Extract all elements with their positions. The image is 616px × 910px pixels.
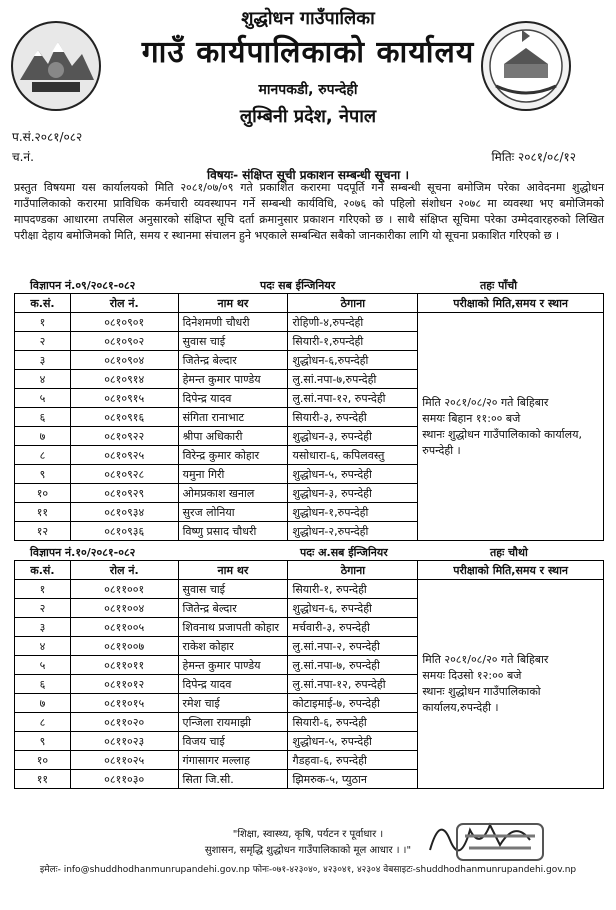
row-serial: ३: [15, 351, 71, 370]
row-name: विरेन्द्र कुमार कोहार: [178, 446, 288, 465]
row-serial: ४: [15, 637, 71, 656]
row-address: झिमरुक-५, प्युठान: [288, 770, 418, 789]
row-address: सियारी-३, रुपन्देही: [288, 408, 418, 427]
row-address: गैडहवा-६, रुपन्देही: [288, 751, 418, 770]
row-serial: २: [15, 332, 71, 351]
table-row: [15, 580, 604, 599]
row-serial: ११: [15, 770, 71, 789]
section1-notice-no: विज्ञापन नं.०९/२०८१-०८२: [30, 279, 136, 292]
row-name: एन्जिला रायमाझी: [178, 713, 288, 732]
row-name: गंगासागर मल्लाह: [178, 751, 288, 770]
row-serial: ६: [15, 675, 71, 694]
notice-subject: विषयः- संक्षिप्त सूची प्रकाशन सम्बन्धी सूचना ।: [206, 168, 410, 182]
row-roll: ०८११०२३: [70, 732, 178, 751]
row-serial: ४: [15, 370, 71, 389]
row-serial: ८: [15, 446, 71, 465]
row-address: यसोधारा-६, कपिलवस्तु: [288, 446, 418, 465]
row-address: सियारी-१,रुपन्देही: [288, 332, 418, 351]
row-name: हेमन्त कुमार पाण्डेय: [178, 370, 288, 389]
col-name: नाम थर: [178, 561, 288, 580]
col-name: नाम थर: [178, 294, 288, 313]
row-name: सुवास चाई: [178, 580, 288, 599]
col-roll: रोल नं.: [70, 294, 178, 313]
office-province: लुम्बिनी प्रदेश, नेपाल: [239, 106, 377, 127]
col-roll: रोल नं.: [70, 561, 178, 580]
row-serial: १: [15, 580, 71, 599]
row-serial: १०: [15, 751, 71, 770]
row-serial: ६: [15, 408, 71, 427]
section2-table: [14, 560, 604, 789]
row-roll: ०८१०९२९: [70, 484, 178, 503]
row-serial: ९: [15, 465, 71, 484]
footer-slogan-line2: सुशासन, समृद्धि शुद्धोधन गाउँपालिकाको मूल आधार । ।": [204, 845, 412, 856]
row-roll: ०८१०९१६: [70, 408, 178, 427]
contact-info: इमेलः- info@shuddhodhanmunrupandehi.gov.np फोनः-०७१-४२३०४०, ४२३०४१, ४२३०४ वेबसाइटः-shuddhodhanmunrupandehi.gov.np: [39, 865, 577, 875]
row-serial: १२: [15, 522, 71, 541]
row-roll: ०८१०९१४: [70, 370, 178, 389]
row-roll: ०८११०११: [70, 656, 178, 675]
row-roll: ०८१०९०२: [70, 332, 178, 351]
col-address: ठेगाना: [288, 561, 418, 580]
row-serial: ५: [15, 389, 71, 408]
row-name: राकेश कोहार: [178, 637, 288, 656]
col-serial: क.सं.: [15, 294, 71, 313]
row-name: दिपेन्द्र यादव: [178, 675, 288, 694]
row-address: लु.सां.नपा-१२, रुपन्देही: [288, 389, 418, 408]
row-address: लु.सां.नपा-७, रुपन्देही: [288, 656, 418, 675]
row-address: शुद्धोधन-३, रुपन्देही: [288, 427, 418, 446]
exam-schedule: मिति २०८१/०८/२० गते बिहिबार समयः बिहान ११:०० बजे स्थानः शुद्धोधन गाउँपालिकाको कार्यालय, रुपन्देही ।: [418, 313, 604, 541]
row-name: सुरज लोनिया: [178, 503, 288, 522]
row-name: शिवनाथ प्रजापती कोहार: [178, 618, 288, 637]
row-address: शुद्धोधन-३, रुपन्देही: [288, 484, 418, 503]
row-name: विजय चाई: [178, 732, 288, 751]
row-serial: ८: [15, 713, 71, 732]
row-roll: ०८१०९०१: [70, 313, 178, 332]
row-roll: ०८११०१५: [70, 694, 178, 713]
row-name: यमुना गिरी: [178, 465, 288, 484]
col-serial: क.सं.: [15, 561, 71, 580]
col-address: ठेगाना: [288, 294, 418, 313]
row-address: लु.सां.नपा-७,रुपन्देही: [288, 370, 418, 389]
row-address: मर्चवारी-३, रुपन्देही: [288, 618, 418, 637]
row-address: शुद्धोधन-२,रुपन्देही: [288, 522, 418, 541]
col-exam-info: परीक्षाको मिति,समय र स्थान: [418, 561, 604, 580]
row-name: हेमन्त कुमार पाण्डेय: [178, 656, 288, 675]
section2-post: पदः अ.सब ईन्जिनियर: [300, 546, 388, 559]
office-name-line2: गाउँ कार्यपालिकाको कार्यालय: [141, 35, 475, 70]
row-roll: ०८११००४: [70, 599, 178, 618]
row-serial: ७: [15, 694, 71, 713]
row-serial: ७: [15, 427, 71, 446]
row-address: लु.सां.नपा-१२, रुपन्देही: [288, 675, 418, 694]
row-name: जितेन्द्र बेल्दार: [178, 599, 288, 618]
notice-body: प्रस्तुत विषयमा यस कार्यालयको मिति २०८१/०७/०९ गते प्रकाशित करारमा पदपूर्ति गर्ने सम्बन्धी सूचना बमोजिम परेका आवेदनमा शुद्धोधन गाउँपालिकाको करारमा प्राविधिक कर्मचारी व्यवस्थापन गर्ने सम्बन्धी कार्यविधि, २०७६ को पहिलो संशोधन २०७८ मा व्यवस्था भए बमोजिमको मापदण्डका आधारमा तपसिल अनुसारको संक्षिप्त सूचि दर्ता क्रमानुसार प्रकाशन गरिएको छ । साथै संक्षिप्त सूचिमा परेका उम्मेदवारहरुको लिखित परीक्षा देहाय बमोजिमको मिति, समय र स्थानमा संचालन हुने भएकाले सम्बन्धित सबैको जानकारीका लागि यो सूचना प्रकाशित गरिएको छ ।: [14, 181, 604, 242]
dispatch-number: च.नं.: [12, 150, 34, 164]
row-roll: ०८११०१२: [70, 675, 178, 694]
row-name: विष्णु प्रसाद चौधरी: [178, 522, 288, 541]
row-address: कोटाइमाई-७, रुपन्देही: [288, 694, 418, 713]
section1-level: तहः पाँचौ: [480, 279, 518, 292]
row-name: जितेन्द्र बेल्दार: [178, 351, 288, 370]
footer-slogan-line1: "शिक्षा, स्वास्थ्य, कृषि, पर्यटन र पूर्वाधार ।: [232, 829, 384, 840]
exam-schedule: मिति २०८१/०८/२० गते बिहिबार समयः दिउसो १२:०० बजे स्थानः शुद्धोधन गाउँपालिकाको कार्यालय,रुपन्देही ।: [418, 580, 604, 789]
row-address: सियारी-६, रुपन्देही: [288, 713, 418, 732]
row-name: दिपेन्द्र यादव: [178, 389, 288, 408]
row-roll: ०८११०२५: [70, 751, 178, 770]
table-row: [15, 313, 604, 332]
row-address: शुद्धोधन-६, रुपन्देही: [288, 599, 418, 618]
section1-table: [14, 293, 604, 541]
row-roll: ०८१०९३६: [70, 522, 178, 541]
row-name: श्रीपा अधिकारी: [178, 427, 288, 446]
row-name: संगिता रानाभाट: [178, 408, 288, 427]
table-header-row: [15, 294, 604, 313]
notice-date: मितिः २०८१/०८/१२: [491, 150, 576, 164]
row-serial: १: [15, 313, 71, 332]
row-serial: ९: [15, 732, 71, 751]
row-roll: ०८१०९२२: [70, 427, 178, 446]
row-address: शुद्धोधन-५, रुपन्देही: [288, 732, 418, 751]
row-name: सिता जि.सी.: [178, 770, 288, 789]
row-name: ओमप्रकाश खनाल: [178, 484, 288, 503]
row-address: शुद्धोधन-५, रुपन्देही: [288, 465, 418, 484]
row-serial: ५: [15, 656, 71, 675]
row-address: रोहिणी-४,रुपन्देही: [288, 313, 418, 332]
row-address: लु.सां.नपा-२, रुपन्देही: [288, 637, 418, 656]
row-roll: ०८१०९२५: [70, 446, 178, 465]
row-serial: ३: [15, 618, 71, 637]
row-serial: ११: [15, 503, 71, 522]
row-name: सुवास चाई: [178, 332, 288, 351]
section1-post: पदः सब ईन्जिनियर: [260, 279, 336, 292]
row-name: रमेश चाई: [178, 694, 288, 713]
row-roll: ०८११००१: [70, 580, 178, 599]
section2-level: तहः चौथो: [490, 546, 528, 559]
row-roll: ०८१०९३४: [70, 503, 178, 522]
row-roll: ०८१०९१५: [70, 389, 178, 408]
office-name-line1: शुद्धोधन गाउँपालिका: [241, 8, 375, 29]
col-exam-info: परीक्षाको मिति,समय र स्थान: [418, 294, 604, 313]
reference-number: प.सं.२०८१/०८२: [12, 130, 83, 144]
table-header-row: [15, 561, 604, 580]
office-address: मानपकडी, रुपन्देही: [258, 82, 358, 98]
row-roll: ०८११०२०: [70, 713, 178, 732]
row-roll: ०८११०३०: [70, 770, 178, 789]
row-address: शुद्धोधन-६,रुपन्देही: [288, 351, 418, 370]
row-address: सियारी-१, रुपन्देही: [288, 580, 418, 599]
section2-notice-no: विज्ञापन नं.१०/२०८१-०८२: [30, 546, 136, 559]
row-roll: ०८१०९०४: [70, 351, 178, 370]
row-roll: ०८१०९२८: [70, 465, 178, 484]
row-name: दिनेशमणी चौधरी: [178, 313, 288, 332]
row-roll: ०८११००५: [70, 618, 178, 637]
row-address: शुद्धोधन-१,रुपन्देही: [288, 503, 418, 522]
row-roll: ०८११००७: [70, 637, 178, 656]
row-serial: १०: [15, 484, 71, 503]
row-serial: २: [15, 599, 71, 618]
